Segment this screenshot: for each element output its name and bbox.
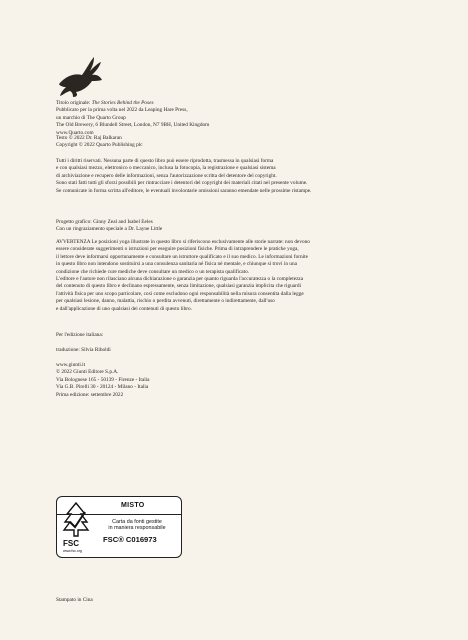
publisher-website: www.giunti.it bbox=[56, 362, 86, 368]
fsc-divider bbox=[57, 514, 181, 515]
design-credit-line: Progetto grafico: Ginny Zeal and Isabel Eeles bbox=[56, 219, 153, 225]
fsc-certification-badge bbox=[56, 496, 182, 558]
translation-line: traduzione: Silvia Riboldi bbox=[56, 347, 111, 353]
fsc-license-code: FSC® C016973 bbox=[103, 535, 157, 544]
fsc-description-line: Carta da fonti gestite bbox=[112, 519, 162, 525]
thanks-line: Con un ringraziamento speciale a Dr. Layne Little bbox=[56, 226, 163, 233]
fsc-mix-label: MISTO bbox=[121, 502, 145, 509]
publisher-address-milano: Via G.B. Pirelli 30 - 20124 - Milano - Italia bbox=[56, 384, 149, 391]
fsc-tree-check-icon bbox=[61, 500, 91, 540]
rights-block bbox=[56, 158, 436, 195]
rights-line: di archiviazione e recupero delle informazioni, senza l'autorizzazione scritta del detentore del copyright. bbox=[56, 172, 277, 179]
fsc-logo-text: FSC bbox=[63, 539, 79, 548]
text-copyright-line: Testo © 2022 Dr. Raj Balkaran bbox=[56, 135, 122, 141]
original-title: The Stories Behind the Poses bbox=[91, 100, 154, 106]
printed-in-line: Stampato in Cina bbox=[56, 597, 93, 603]
copyright-block bbox=[56, 135, 436, 150]
warning-line: del contenuto di questo libro e declinano espressamente, senza limitazione, qualsiasi garanzia implicita che riguardi bbox=[56, 283, 302, 290]
warning-line: L'editore e l'autore non rilasciano alcuna dichiarazione o garanzia per quanto riguarda l'accuratezza o la completezza bbox=[56, 276, 304, 283]
original-title-line: Titolo originale: The Stories Behind the Poses bbox=[56, 100, 154, 106]
fsc-description bbox=[102, 519, 172, 532]
warning-line: e dall'applicazione di uno qualsiasi dei contenuti di questo libro. bbox=[56, 305, 192, 312]
italian-edition-label-text: Per l'edizione italiana: bbox=[56, 332, 104, 338]
translation-block bbox=[56, 347, 436, 354]
warning-line: condizione che richiede cure mediche deve consultare un medico o un terapista qualificato. bbox=[56, 268, 250, 275]
rights-line: Tutti i diritti riservati. Nessuna parte di questo libro può essere riprodotta, trasmessa in qualsiasi forma bbox=[56, 158, 274, 164]
leaping-hare-logo-icon bbox=[56, 54, 108, 98]
website-line: www.Quarto.com bbox=[56, 129, 94, 136]
publishing-copyright-line: Copyright © 2022 Quarto Publishing plc bbox=[56, 142, 143, 149]
rights-line: e con qualsiasi mezzo, elettronico o meccanico, inclusa la fotocopia, la registrazione e qualsiasi sistema bbox=[56, 165, 276, 172]
warning-block bbox=[56, 239, 436, 313]
address-line: The Old Brewery, 6 Blundell Street, London, N7 9BH, United Kingdom bbox=[56, 122, 210, 129]
publisher-address-firenze: Via Bolognese 165 - 50139 - Firenze - Italia bbox=[56, 376, 150, 383]
fsc-description-line: in maniera responsabile bbox=[108, 525, 166, 532]
rights-line: Sono stati fatti tutti gli sforzi possibili per rintracciare i detentori del copyright dei materiali citati nel presente volume. bbox=[56, 180, 308, 187]
warning-line: essere considerate suggerimenti o istruzioni per eseguire posizioni fisiche. Prima di intraprendere le pratiche yoga, bbox=[56, 246, 299, 253]
credits-block bbox=[56, 219, 436, 234]
warning-line: in questo libro non intendono sostituirsi a una consulenza sanitaria né fisica né mentale, e chiunque si trovi in una bbox=[56, 261, 297, 268]
original-title-block bbox=[56, 100, 436, 137]
warning-line: il lettore deve informarsi opportunamente e consultare un istruttore qualificato e il suo medico. Le informazioni fornite bbox=[56, 253, 308, 260]
publisher-copyright: © 2022 Giunti Editore S.p.A. bbox=[56, 369, 119, 376]
warning-line: l'attività fisica per uno scopo particolare, così come escludono ogni responsabilità nella misura consentita dalla legge bbox=[56, 290, 304, 297]
printed-in-block bbox=[56, 597, 436, 604]
imprint-line: un marchio di The Quarto Group bbox=[56, 114, 126, 121]
publisher-block bbox=[56, 362, 436, 399]
rights-line: Se comunicate in forma scritta all'editore, le eventuali involontarie omissioni saranno emendate nelle prossime ristampe. bbox=[56, 187, 312, 194]
warning-line: per qualsiasi lesione, danno, malattia, rischio o perdita avvenuti, direttamente o indirettamente, dall'uso bbox=[56, 298, 275, 305]
italian-edition-label bbox=[56, 332, 436, 339]
published-line: Pubblicato per la prima volta nel 2022 da Leaping Hare Press, bbox=[56, 107, 188, 114]
fsc-url: www.fsc.org bbox=[63, 549, 82, 553]
first-edition-line: Prima edizione: settembre 2022 bbox=[56, 391, 124, 398]
warning-line: AVVERTENZA Le posizioni yoga illustrate in questo libro si riferiscono esclusivamente alle storie narrate: non devono bbox=[56, 239, 310, 245]
